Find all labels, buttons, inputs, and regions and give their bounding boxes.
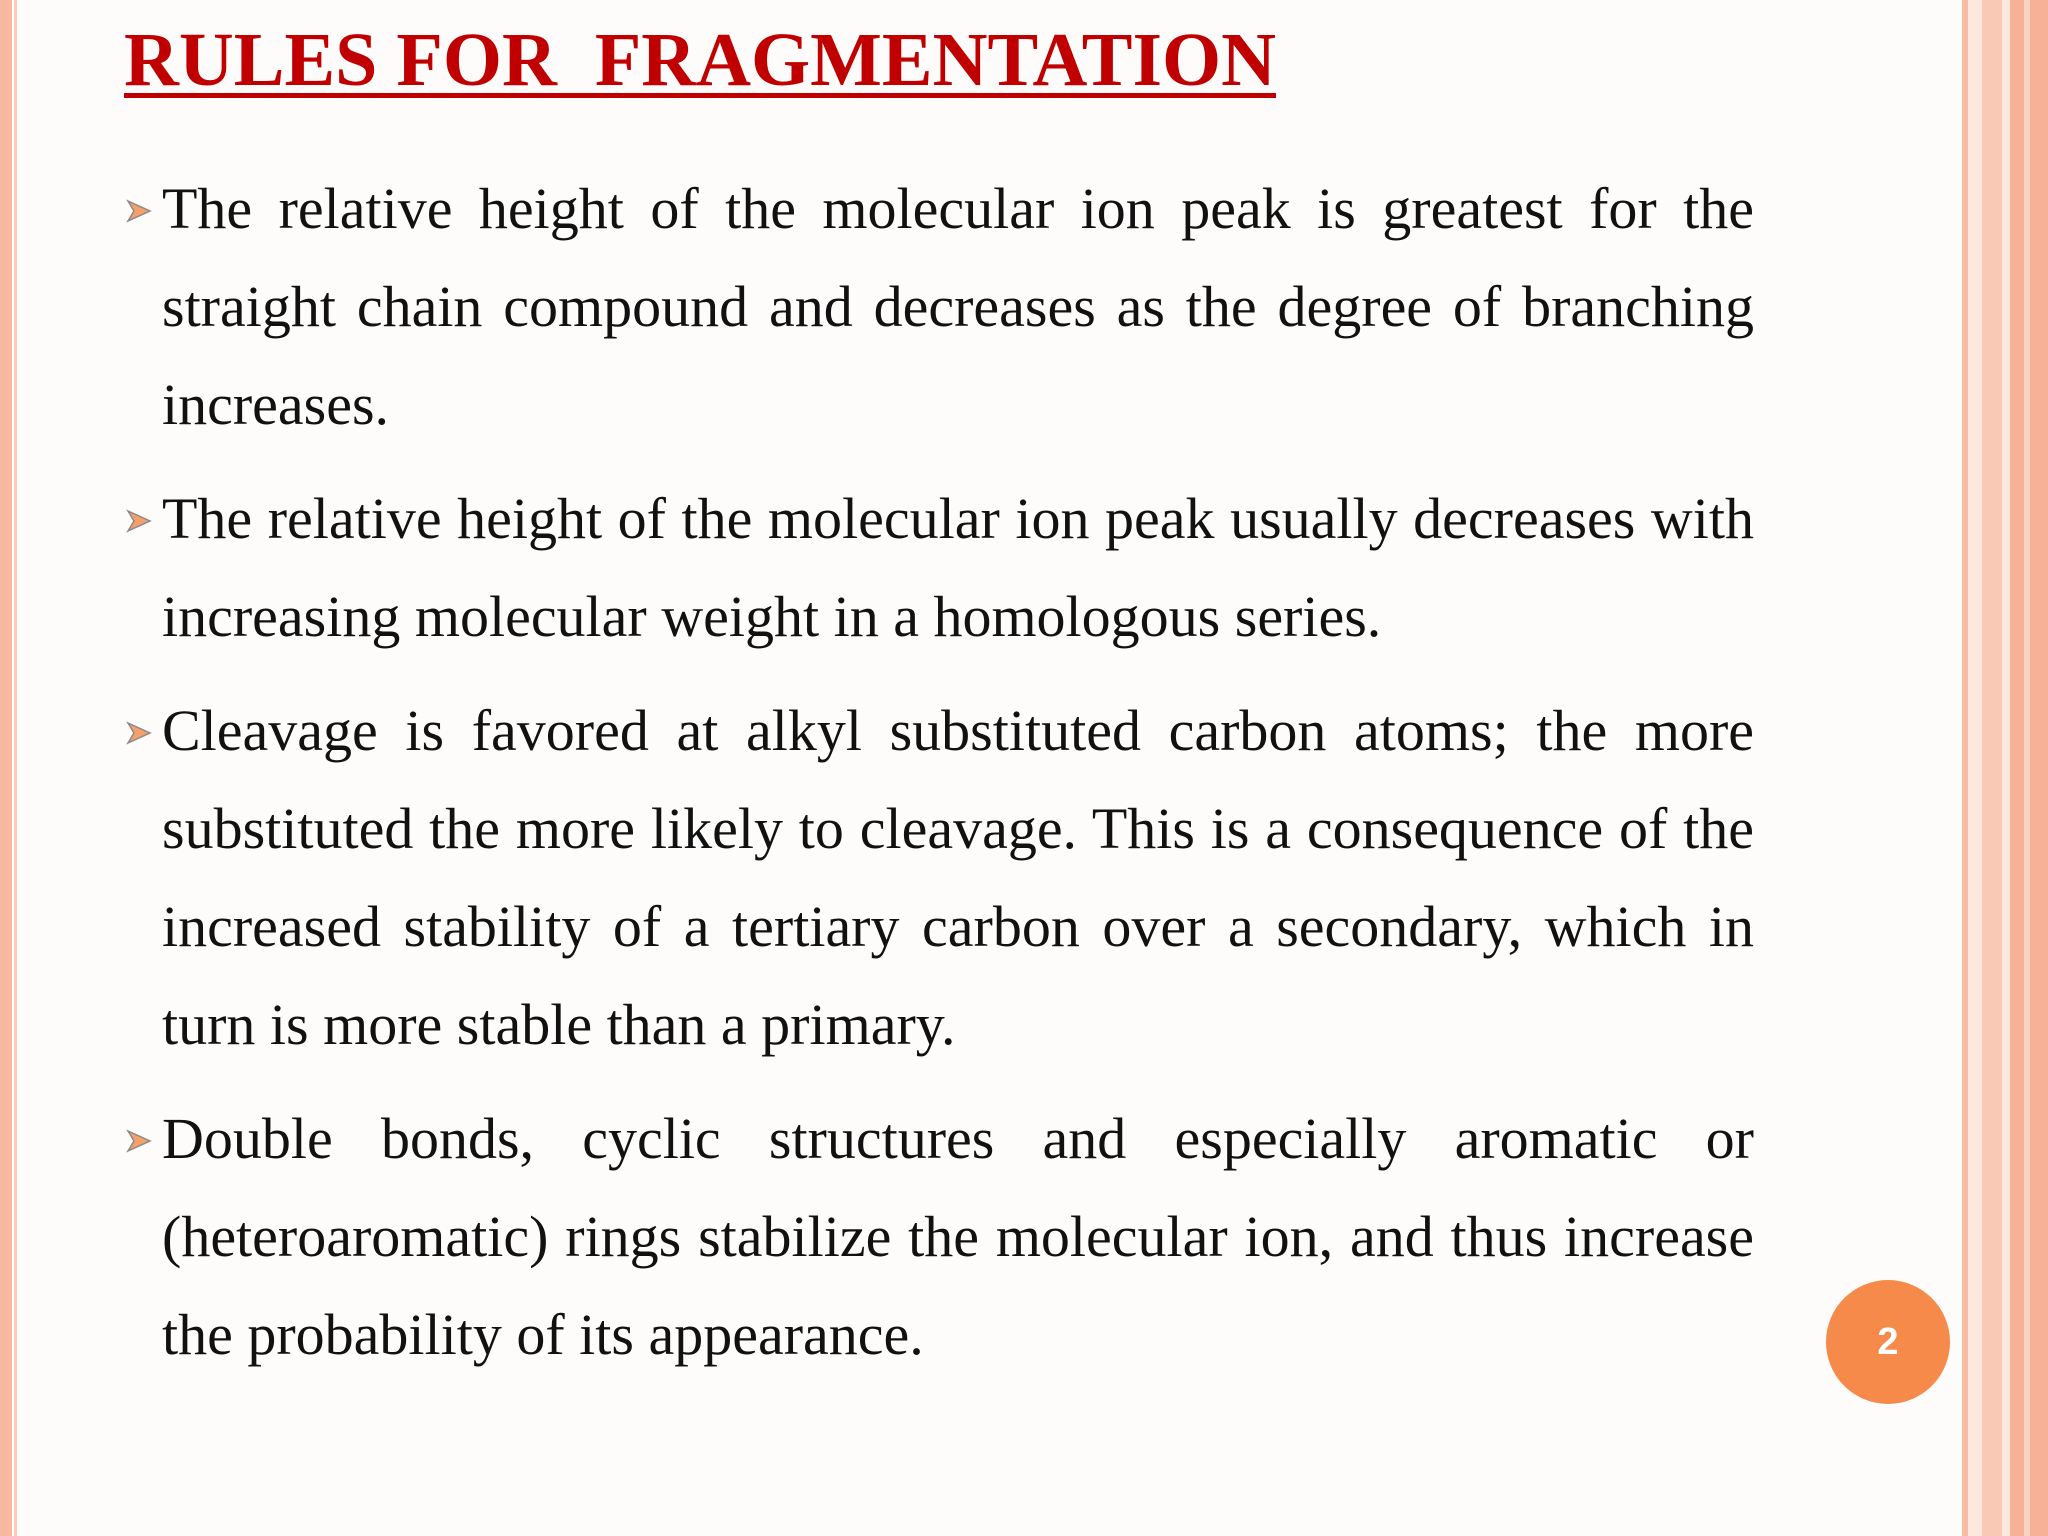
slide-title: RULES FOR FRAGMENTATION: [124, 18, 1277, 102]
bullet-text: The relative height of the molecular ion peak is greatest for the straight chain compound and decreases as the degree of branching increases.: [162, 176, 1754, 437]
page-number-badge: [1826, 1280, 1950, 1404]
bullet-item: [124, 470, 1754, 666]
page-number: 2: [1877, 1320, 1899, 1363]
bullet-text: The relative height of the molecular ion peak usually decreases with increasing molecular weight in a homologous series.: [162, 486, 1754, 649]
right-stripe-decoration: [1982, 0, 2002, 1536]
arrowhead-bullet-icon: [124, 470, 154, 568]
bullet-list: [124, 160, 1754, 1400]
left-border-inner-decoration: [14, 0, 17, 1536]
arrowhead-bullet-icon: [124, 1090, 154, 1188]
right-stripe-decoration: [2024, 0, 2030, 1536]
bullet-text: Cleavage is favored at alkyl substituted carbon atoms; the more substituted the more likely to cleavage. This is a consequence of the increased stability of a tertiary carbon over a secondary, which in turn is more stable than a primary.: [162, 698, 1754, 1057]
bullet-item: [124, 160, 1754, 454]
bullet-text: Double bonds, cyclic structures and especially aromatic or (heteroaromatic) rings stabilize the molecular ion, and thus increase the probability of its appearance.: [162, 1106, 1754, 1367]
right-stripe-decoration: [1962, 0, 1968, 1536]
left-border-decoration: [0, 0, 12, 1536]
bullet-item: [124, 682, 1754, 1074]
bullet-item: [124, 1090, 1754, 1384]
arrowhead-bullet-icon: [124, 682, 154, 780]
arrowhead-bullet-icon: [124, 160, 154, 258]
